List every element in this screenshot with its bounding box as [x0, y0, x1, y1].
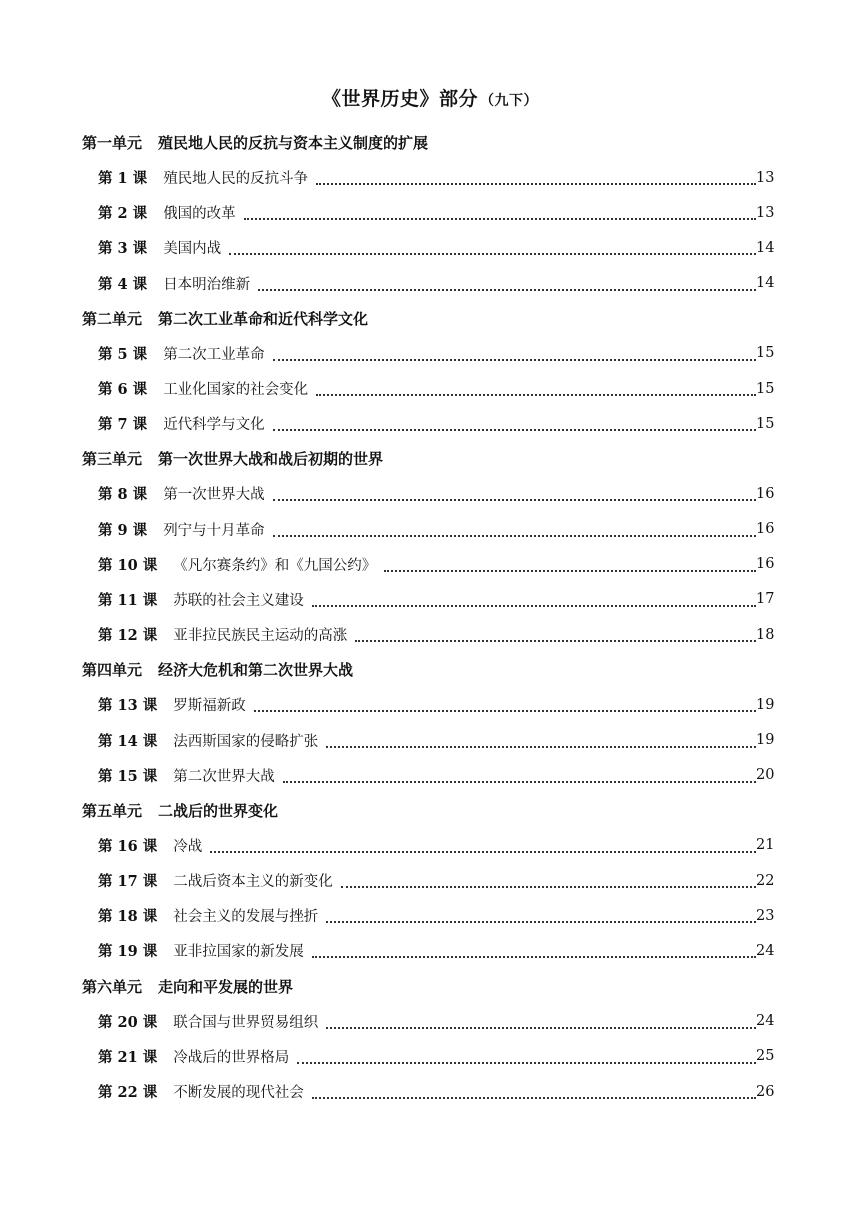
- lesson-title: 工业化国家的社会变化: [163, 382, 309, 399]
- page-title-text: 《世界历史》部分: [321, 88, 478, 110]
- lesson-number: 第 13 课: [98, 697, 158, 715]
- lesson-title: 第二次工业革命: [163, 346, 265, 363]
- unit-title: 经济大危机和第二次世界大战: [158, 661, 354, 680]
- toc-lesson-entry[interactable]: [82, 863, 774, 898]
- dot-leader: [312, 604, 756, 607]
- lesson-number: 第 9 课: [98, 521, 148, 539]
- lesson-number: 第 15 课: [98, 767, 158, 785]
- toc-lesson-entry[interactable]: [82, 722, 774, 757]
- dot-leader: [244, 217, 756, 220]
- lesson-title: 法西斯国家的侵略扩张: [173, 733, 319, 750]
- dot-leader: [254, 709, 756, 712]
- toc-lesson-entry[interactable]: [82, 266, 774, 301]
- toc-lesson-entry[interactable]: [82, 406, 774, 441]
- lesson-title: 近代科学与文化: [163, 417, 265, 434]
- lesson-title: 社会主义的发展与挫折: [173, 909, 319, 926]
- lesson-title: 亚非拉民族民主运动的高涨: [173, 628, 348, 645]
- lesson-number: 第 16 课: [98, 837, 158, 855]
- page-number: 25: [756, 1048, 775, 1065]
- page-number: 14: [756, 275, 775, 292]
- page-number: 17: [756, 591, 775, 608]
- page-number: 16: [756, 485, 775, 502]
- unit-heading[interactable]: [82, 301, 774, 336]
- unit-number: 第一单元: [82, 134, 143, 152]
- lesson-title: 亚非拉国家的新发展: [173, 944, 304, 961]
- toc-lesson-entry[interactable]: [82, 476, 774, 511]
- dot-leader: [316, 182, 756, 185]
- dot-leader: [273, 428, 756, 431]
- lesson-number: 第 4 课: [98, 275, 148, 293]
- toc-lesson-entry[interactable]: [82, 758, 774, 793]
- lesson-number: 第 21 课: [98, 1048, 158, 1066]
- unit-title: 殖民地人民的反抗与资本主义制度的扩展: [158, 134, 429, 152]
- lesson-number: 第 22 课: [98, 1084, 158, 1102]
- dot-leader: [283, 780, 756, 783]
- toc-lesson-entry[interactable]: [82, 933, 774, 968]
- unit-heading[interactable]: [82, 441, 774, 476]
- lesson-title: 日本明治维新: [163, 276, 251, 293]
- lesson-number: 第 17 课: [98, 873, 158, 891]
- toc-lesson-entry[interactable]: [82, 230, 774, 265]
- lesson-number: 第 10 课: [98, 556, 158, 574]
- lesson-title: 美国内战: [163, 241, 222, 258]
- page-number: 26: [756, 1083, 775, 1100]
- toc-lesson-entry[interactable]: [82, 336, 774, 371]
- unit-heading[interactable]: [82, 125, 774, 160]
- page-number: 20: [756, 767, 775, 784]
- unit-number: 第六单元: [82, 977, 143, 996]
- page-number: 14: [756, 239, 775, 256]
- lesson-number: 第 12 课: [98, 627, 158, 645]
- toc-lesson-entry[interactable]: [82, 828, 774, 863]
- dot-leader: [229, 252, 756, 255]
- lesson-number: 第 8 课: [98, 486, 148, 504]
- lesson-title: 冷战后的世界格局: [173, 1049, 290, 1066]
- dot-leader: [273, 498, 756, 501]
- table-of-contents: [82, 125, 774, 1109]
- unit-title: 第一次世界大战和战后初期的世界: [158, 450, 384, 469]
- page-title-note: （九下）: [480, 93, 538, 109]
- toc-lesson-entry[interactable]: [82, 160, 774, 195]
- toc-lesson-entry[interactable]: [82, 617, 774, 652]
- page-number: 16: [756, 556, 775, 573]
- toc-lesson-entry[interactable]: [82, 547, 774, 582]
- page-number: 13: [756, 169, 775, 186]
- lesson-title: 冷战: [173, 838, 203, 855]
- dot-leader: [326, 1026, 756, 1029]
- unit-heading[interactable]: [82, 969, 774, 1004]
- page-number: 24: [756, 942, 775, 959]
- unit-title: 二战后的世界变化: [158, 801, 279, 820]
- toc-lesson-entry[interactable]: [82, 1039, 774, 1074]
- lesson-number: 第 5 课: [98, 345, 148, 363]
- lesson-number: 第 11 课: [98, 591, 158, 609]
- lesson-title: 列宁与十月革命: [163, 522, 265, 539]
- page-number: 21: [756, 837, 775, 854]
- page-title: [0, 84, 860, 111]
- lesson-title: 《凡尔赛条约》和《九国公约》: [173, 557, 377, 574]
- lesson-title: 苏联的社会主义建设: [173, 592, 304, 609]
- page-number: 19: [756, 732, 775, 749]
- lesson-title: 殖民地人民的反抗斗争: [163, 171, 309, 188]
- unit-number: 第三单元: [82, 450, 143, 469]
- lesson-title: 不断发展的现代社会: [173, 1085, 304, 1102]
- page-number: 15: [756, 345, 775, 362]
- dot-leader: [312, 955, 756, 958]
- toc-lesson-entry[interactable]: [82, 898, 774, 933]
- dot-leader: [341, 885, 756, 888]
- unit-heading[interactable]: [82, 652, 774, 687]
- dot-leader: [312, 1096, 756, 1099]
- toc-lesson-entry[interactable]: [82, 371, 774, 406]
- lesson-number: 第 1 课: [98, 170, 148, 188]
- lesson-number: 第 20 课: [98, 1013, 158, 1031]
- page-number: 16: [756, 521, 775, 538]
- unit-title: 第二次工业革命和近代科学文化: [158, 309, 369, 328]
- dot-leader: [355, 639, 756, 642]
- toc-lesson-entry[interactable]: [82, 687, 774, 722]
- dot-leader: [273, 534, 756, 537]
- toc-lesson-entry[interactable]: [82, 1004, 774, 1039]
- unit-number: 第五单元: [82, 801, 143, 820]
- dot-leader: [326, 920, 756, 923]
- page-number: 19: [756, 696, 775, 713]
- lesson-title: 联合国与世界贸易组织: [173, 1014, 319, 1031]
- unit-title: 走向和平发展的世界: [158, 977, 294, 996]
- lesson-number: 第 19 课: [98, 943, 158, 961]
- page-number: 24: [756, 1013, 775, 1030]
- page-number: 23: [756, 907, 775, 924]
- dot-leader: [316, 393, 756, 396]
- lesson-number: 第 2 课: [98, 205, 148, 223]
- toc-lesson-entry[interactable]: [82, 195, 774, 230]
- page-number: 15: [756, 415, 775, 432]
- unit-number: 第二单元: [82, 309, 143, 328]
- toc-lesson-entry[interactable]: [82, 582, 774, 617]
- dot-leader: [326, 745, 756, 748]
- page-number: 13: [756, 204, 775, 221]
- toc-lesson-entry[interactable]: [82, 512, 774, 547]
- page-number: 22: [756, 872, 775, 889]
- unit-heading[interactable]: [82, 793, 774, 828]
- lesson-number: 第 18 课: [98, 908, 158, 926]
- lesson-title: 第一次世界大战: [163, 487, 265, 504]
- toc-lesson-entry[interactable]: [82, 1074, 774, 1109]
- lesson-number: 第 3 课: [98, 240, 148, 258]
- lesson-title: 罗斯福新政: [173, 698, 246, 715]
- dot-leader: [384, 569, 756, 572]
- dot-leader: [258, 288, 756, 291]
- lesson-title: 第二次世界大战: [173, 768, 275, 785]
- lesson-number: 第 6 课: [98, 381, 148, 399]
- lesson-title: 二战后资本主义的新变化: [173, 874, 333, 891]
- lesson-number: 第 14 课: [98, 732, 158, 750]
- dot-leader: [297, 1061, 756, 1064]
- lesson-title: 俄国的改革: [163, 206, 236, 223]
- page-number: 15: [756, 380, 775, 397]
- unit-number: 第四单元: [82, 661, 143, 680]
- page-number: 18: [756, 626, 775, 643]
- lesson-number: 第 7 课: [98, 416, 148, 434]
- dot-leader: [210, 850, 756, 853]
- dot-leader: [273, 358, 756, 361]
